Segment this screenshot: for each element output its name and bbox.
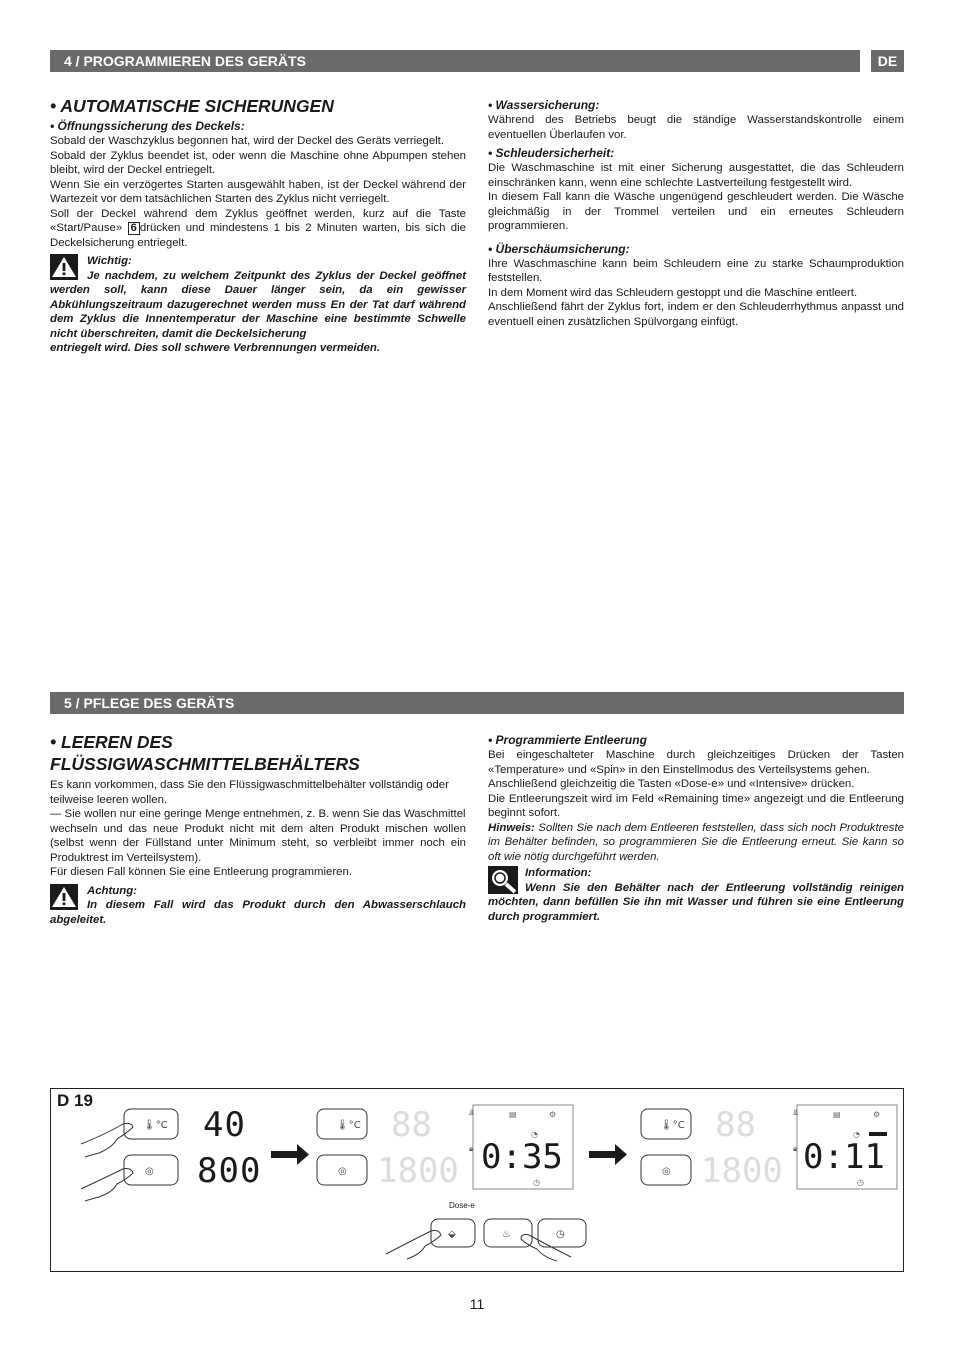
information-box bbox=[488, 866, 904, 924]
clock-icon: ◔ bbox=[531, 1130, 538, 1139]
spin-display-ghost: 1800 bbox=[701, 1151, 783, 1191]
lid-lock-p4 bbox=[50, 207, 466, 251]
magnifier-icon bbox=[488, 866, 518, 894]
water-safety-title: • Wassersicherung: bbox=[488, 98, 600, 112]
automatic-safety-heading: • AUTOMATISCHE SICHERUNGEN bbox=[50, 96, 334, 116]
dose-e-label: Dose-e bbox=[449, 1201, 475, 1210]
warning-title: Wichtig: bbox=[87, 255, 132, 267]
lid-lock-p4b: drücken und mindestens 1 bis 2 Minuten warten, bis sich die Deckelsicherung entriegelt. bbox=[50, 222, 466, 249]
attention-text: In diesem Fall wird das Produkt durch den Abwasserschlauch abgeleitet. bbox=[50, 899, 466, 926]
remaining-time-display: 0:11 bbox=[803, 1137, 885, 1177]
empty-dispenser-heading-2: FLÜSSIGWASCHMITTELBEHÄLTERS bbox=[50, 754, 360, 774]
remaining-time-display: 0:35 bbox=[481, 1137, 563, 1177]
foam-safety-p2: In dem Moment wird das Schleudern gestoppt und die Maschine entleert. bbox=[488, 286, 858, 299]
spin-safety-p2: In diesem Fall kann die Wäsche ungenügend geschleudert werden. Die Wäsche gleichmäßig in der Trommel verteilen und ein erneutes Schleudern programmieren. bbox=[488, 191, 904, 232]
section-5-header: 5 / PFLEGE DES GERÄTS bbox=[50, 692, 904, 714]
lid-lock-p3: Wenn Sie ein verzögertes Starten ausgewählt haben, ist der Deckel während der Wartezeit vor dem tatsächlichen Starten des Zyklus nicht verriegelt. bbox=[50, 178, 466, 205]
timer-icon: ◷ bbox=[533, 1178, 540, 1187]
start-pause-key-ref: 6 bbox=[128, 222, 140, 235]
temperature-display: 40 bbox=[203, 1105, 246, 1145]
arrow-icon bbox=[271, 1144, 309, 1165]
empty-dispenser-heading-1: • LEEREN DES bbox=[50, 732, 173, 752]
clock-icon: ◷ bbox=[556, 1229, 565, 1240]
prewash-icon: ╨ bbox=[469, 1110, 474, 1119]
sec5-p4: wechseln und das neue Produkt nicht mit dem alten Produkt mischen wollen (selbst wenn der Füllstand unter Minimum steht, so verbleibt immer noch ein Produktrest im Verteilsystem). bbox=[50, 822, 466, 864]
spin-icon: ◎ bbox=[662, 1166, 671, 1177]
sec5-p2: teilweise leeren wollen. bbox=[50, 793, 168, 806]
warning-text: Je nachdem, zu welchem Zeitpunkt des Zyklus der Deckel geöffnet werden soll, kann diese Dauer länger sein, da ein gewisser Abkühlungszeitraum dazugerechnet werden muss En der Tat darf während dem Zyklus die Innentemperatur der Maschine eine bestimmte Schwelle nicht überschreiten, damit die Deckelsicherung bbox=[50, 269, 466, 340]
lock-icon: 🔒︎ bbox=[469, 1144, 474, 1153]
warning-icon bbox=[50, 254, 78, 280]
gear-icon: ⚙ bbox=[873, 1110, 881, 1119]
indicator-bar bbox=[869, 1132, 887, 1136]
spin-icon: ◎ bbox=[338, 1166, 347, 1177]
information-text: Wenn Sie den Behälter nach der Entleerung vollständig reinigen möchten, dann befüllen Sie ihn mit Wasser und führen sie eine Entleerung durch programmiert. bbox=[488, 881, 904, 923]
warning-text-2: entriegelt wird. Dies soll schwere Verbrennungen vermeiden. bbox=[50, 342, 381, 354]
spin-safety-title: • Schleudersicherheit: bbox=[488, 146, 615, 160]
thermometer-icon: 🌡︎°C bbox=[660, 1120, 685, 1131]
intensive-icon: ♨ bbox=[502, 1229, 511, 1240]
dose-icon: ▤ bbox=[833, 1110, 841, 1119]
water-safety-text: Während des Betriebs beugt die ständige Wasserstandskontrolle einem eventuellen Überlaufen vor. bbox=[488, 114, 904, 141]
thermometer-icon: 🌡︎°C bbox=[336, 1120, 361, 1131]
hint-paragraph bbox=[488, 821, 904, 865]
section-4-left-column bbox=[50, 95, 466, 356]
programmed-drain-p1: Bei eingeschalteter Maschine durch gleichzeitiges Drücken der Tasten «Temperature» und «Spin» in den Einstellmodus des Verteilsystems gehen. bbox=[488, 749, 904, 776]
foam-safety-p1: Ihre Waschmaschine kann beim Schleudern eine zu starke Schaumproduktion feststellen. bbox=[488, 257, 904, 284]
programmed-drain-p2: Anschließend gleichzeitig die Tasten «Dose-e» und «Intensive» drücken. bbox=[488, 778, 855, 790]
arrow-icon bbox=[589, 1144, 627, 1165]
hint-text: Sollten Sie nach dem Entleeren feststellen, dass sich noch Produktreste im Behälter befinden, so programmieren Sie die Entleerung erneut. Sie kann so oft wie nötig durchgeführt werden. bbox=[488, 821, 904, 863]
warning-icon bbox=[50, 884, 78, 910]
section-5-left-column bbox=[50, 731, 466, 927]
sec5-p3: — Sie wollen nur eine geringe Menge entnehmen, z. B. wenn Sie das Waschmittel bbox=[50, 808, 466, 820]
temperature-display-ghost: 88 bbox=[715, 1105, 756, 1145]
clock-icon: ◔ bbox=[853, 1130, 860, 1139]
attention-box bbox=[50, 884, 466, 928]
information-title: Information: bbox=[525, 867, 592, 879]
foam-safety-title: • Überschäumsicherung: bbox=[488, 241, 630, 256]
section-4-header: 4 / PROGRAMMIEREN DES GERÄTS bbox=[50, 50, 860, 72]
figure-label: D 19 bbox=[57, 1091, 93, 1110]
foam-safety-p3: Anschließend fährt der Zyklus fort, indem er den Schleuderrhythmus anpasst und eventuell einen zusätzlichen Spülvorgang einfügt. bbox=[488, 301, 904, 328]
warning-box bbox=[50, 254, 466, 356]
dose-icon: ▤ bbox=[509, 1110, 517, 1119]
section-4-right-column bbox=[488, 98, 904, 329]
lid-lock-p1: Sobald der Waschzyklus begonnen hat, wird der Deckel des Geräts verriegelt. bbox=[50, 135, 445, 147]
temperature-display-ghost: 88 bbox=[391, 1105, 432, 1145]
lid-lock-p4a: Soll der Deckel während dem Zyklus geöffnet werden, kurz auf die Taste «Start/Pause» bbox=[50, 207, 466, 234]
spin-icon: ◎ bbox=[145, 1166, 154, 1177]
sec5-p5: Für diesen Fall können Sie eine Entleerung programmieren. bbox=[50, 866, 353, 878]
page-number: 11 bbox=[469, 1296, 485, 1312]
spin-display: 800 bbox=[197, 1151, 262, 1191]
attention-title: Achtung: bbox=[87, 884, 137, 897]
programmed-drain-title: • Programmierte Entleerung bbox=[488, 733, 647, 747]
water-drop-icon: ⬙ bbox=[448, 1229, 456, 1240]
prewash-icon: ╨ bbox=[793, 1110, 798, 1119]
thermometer-icon: 🌡︎°C bbox=[143, 1120, 168, 1131]
lid-lock-p2: Sobald der Zyklus beendet ist, oder wenn die Maschine ohne Abpumpen stehen bleibt, wird der Deckel entriegelt. bbox=[50, 149, 466, 176]
lock-icon: 🔒︎ bbox=[793, 1144, 798, 1153]
lid-lock-title: • Öffnungssicherung des Deckels: bbox=[50, 119, 245, 133]
hint-label: Hinweis: bbox=[488, 821, 535, 834]
spin-display-ghost: 1800 bbox=[377, 1151, 459, 1191]
sec5-p1: Es kann vorkommen, dass Sie den Flüssigwaschmittelbehälter vollständig oder bbox=[50, 779, 449, 791]
section-5-right-column bbox=[488, 733, 904, 924]
gear-icon: ⚙ bbox=[549, 1110, 557, 1119]
programmed-drain-p3: Die Entleerungszeit wird im Feld «Remaining time» angezeigt und die Entleerung beginnt sofort. bbox=[488, 792, 904, 819]
spin-safety-p1: Die Waschmaschine ist mit einer Sicherung ausgestattet, die das Schleudern einschränken kann, wenn eine schlechte Lastverteilung festgestellt wird. bbox=[488, 162, 904, 189]
figure-d19 bbox=[50, 1088, 904, 1272]
language-badge: DE bbox=[871, 50, 904, 72]
timer-icon: ◷ bbox=[857, 1178, 864, 1187]
